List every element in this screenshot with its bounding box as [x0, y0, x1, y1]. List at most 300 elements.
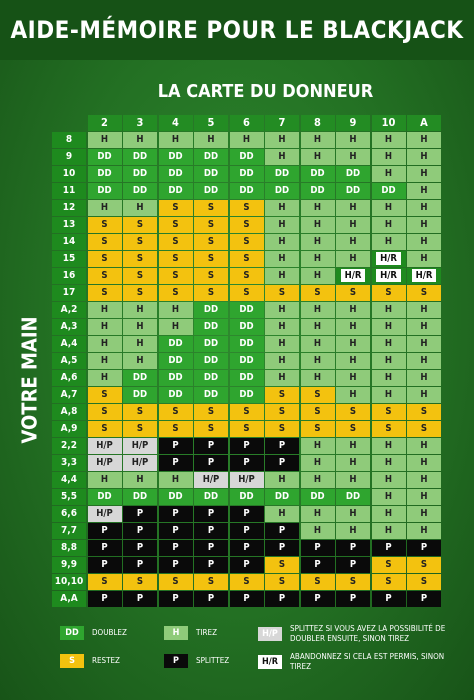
action-cell: P	[301, 557, 335, 573]
action-cell: S	[407, 285, 441, 301]
action-cell	[407, 268, 441, 284]
legend-swatch-dd: DD	[60, 626, 84, 640]
action-cell: H	[372, 234, 406, 250]
action-cell: P	[123, 523, 157, 539]
action-cell: H	[372, 438, 406, 454]
player-hand-label-cell: 4,4	[52, 472, 86, 488]
action-cell: P	[88, 523, 122, 539]
player-hand-label-cell: 7,7	[52, 523, 86, 539]
action-cell: H	[336, 353, 370, 369]
action-cell: S	[194, 574, 228, 590]
action-cell: S	[336, 574, 370, 590]
action-cell: H	[336, 302, 370, 318]
player-hand-label-cell: A,5	[52, 353, 86, 369]
action-cell: H	[265, 132, 299, 148]
action-cell: DD	[372, 183, 406, 199]
action-cell: S	[407, 557, 441, 573]
action-cell: P	[159, 591, 193, 607]
action-cell: S	[123, 404, 157, 420]
action-cell: S	[123, 285, 157, 301]
action-cell	[336, 268, 370, 284]
dealer-card-header: 7	[265, 115, 299, 131]
action-cell: P	[88, 557, 122, 573]
action-cell: H	[88, 132, 122, 148]
action-cell: H	[194, 132, 228, 148]
action-cell: DD	[123, 183, 157, 199]
action-cell: P	[336, 591, 370, 607]
action-cell: H	[336, 319, 370, 335]
dealer-card-header: 8	[301, 115, 335, 131]
action-cell: H	[265, 200, 299, 216]
action-cell: H	[372, 353, 406, 369]
action-cell: S	[123, 234, 157, 250]
page-title: AIDE-MÉMOIRE POUR LE BLACKJACK	[0, 0, 474, 60]
action-cell: H	[265, 336, 299, 352]
dealer-card-header: 9	[336, 115, 370, 131]
action-cell: S	[194, 251, 228, 267]
action-cell: S	[88, 404, 122, 420]
action-cell: S	[194, 285, 228, 301]
action-cell: S	[159, 200, 193, 216]
action-cell: H	[301, 455, 335, 471]
table-corner	[52, 115, 86, 131]
action-cell: H	[301, 523, 335, 539]
action-cell: S	[88, 285, 122, 301]
player-hand-label-cell: 12	[52, 200, 86, 216]
player-hand-label-cell: A,7	[52, 387, 86, 403]
action-cell: S	[159, 268, 193, 284]
action-cell: H	[265, 251, 299, 267]
action-cell: P	[123, 506, 157, 522]
legend-swatch-hp: H/P	[258, 627, 282, 641]
action-cell: P	[159, 455, 193, 471]
action-cell: P	[230, 455, 264, 471]
player-hand-label-cell: A,3	[52, 319, 86, 335]
action-cell: P	[194, 591, 228, 607]
action-cell: DD	[194, 336, 228, 352]
action-cell: DD	[159, 149, 193, 165]
action-cell: S	[265, 557, 299, 573]
action-cell: S	[194, 404, 228, 420]
action-cell: P	[194, 506, 228, 522]
action-cell: H	[159, 319, 193, 335]
action-cell: P	[159, 557, 193, 573]
action-cell: S	[372, 574, 406, 590]
action-cell: DD	[230, 336, 264, 352]
player-hand-label-cell: A,A	[52, 591, 86, 607]
action-cell: DD	[336, 166, 370, 182]
action-cell: H	[336, 370, 370, 386]
action-cell: DD	[194, 149, 228, 165]
action-cell: DD	[194, 387, 228, 403]
action-cell: H	[301, 319, 335, 335]
action-cell: S	[194, 217, 228, 233]
dealer-card-header: A	[407, 115, 441, 131]
action-cell: H/P	[230, 472, 264, 488]
action-cell: H	[407, 217, 441, 233]
action-cell: H	[159, 472, 193, 488]
player-hand-label: VOTRE MAIN	[18, 316, 43, 444]
action-cell: S	[265, 421, 299, 437]
action-cell: H	[372, 132, 406, 148]
action-cell: S	[265, 404, 299, 420]
action-cell: H	[407, 523, 441, 539]
action-cell: P	[194, 557, 228, 573]
strategy-table	[52, 115, 441, 607]
action-cell: S	[159, 574, 193, 590]
action-cell: S	[88, 234, 122, 250]
action-cell: H	[159, 302, 193, 318]
action-cell: S	[301, 285, 335, 301]
action-cell: H	[88, 200, 122, 216]
action-cell: S	[265, 574, 299, 590]
player-hand-label-cell: 11	[52, 183, 86, 199]
action-cell: H/P	[194, 472, 228, 488]
action-cell: H	[265, 472, 299, 488]
action-cell: S	[230, 268, 264, 284]
action-cell: H	[265, 234, 299, 250]
action-cell: P	[230, 506, 264, 522]
action-cell: H	[301, 251, 335, 267]
action-cell	[372, 268, 406, 284]
action-text: H/R	[376, 269, 401, 282]
action-cell: H	[301, 336, 335, 352]
action-cell: P	[301, 540, 335, 556]
action-cell: P	[159, 438, 193, 454]
action-cell: P	[88, 591, 122, 607]
action-cell: DD	[230, 353, 264, 369]
action-cell: P	[372, 540, 406, 556]
action-text: H/R	[376, 252, 401, 265]
action-cell: P	[123, 540, 157, 556]
legend-text-hr: ABANDONNEZ SI CELA EST PERMIS, SINON TIREZ	[290, 652, 445, 671]
action-cell: P	[230, 438, 264, 454]
action-cell: S	[194, 421, 228, 437]
action-cell: H	[301, 217, 335, 233]
player-hand-label-cell: A,4	[52, 336, 86, 352]
legend-swatch-h: H	[164, 626, 188, 640]
action-cell: H	[407, 132, 441, 148]
action-cell: S	[194, 268, 228, 284]
action-cell: P	[88, 540, 122, 556]
action-cell: DD	[123, 166, 157, 182]
action-cell: H/P	[123, 455, 157, 471]
action-cell: DD	[159, 166, 193, 182]
action-cell: S	[159, 251, 193, 267]
action-cell: H	[265, 319, 299, 335]
legend-swatch-hr: H/R	[258, 655, 282, 669]
action-cell: H	[336, 234, 370, 250]
legend	[60, 620, 460, 690]
action-cell: S	[230, 234, 264, 250]
action-cell: H	[407, 489, 441, 505]
action-cell: S	[230, 285, 264, 301]
action-cell: H	[123, 200, 157, 216]
action-cell: H	[265, 370, 299, 386]
action-cell: DD	[194, 370, 228, 386]
action-cell: S	[159, 404, 193, 420]
player-hand-label-wrapper	[10, 280, 50, 480]
legend-item-hp	[258, 624, 458, 644]
action-cell: H	[407, 438, 441, 454]
action-cell: P	[194, 523, 228, 539]
dealer-card-header: 5	[194, 115, 228, 131]
action-cell: H	[407, 200, 441, 216]
action-cell: H	[301, 132, 335, 148]
action-cell	[372, 251, 406, 267]
action-cell: H	[407, 506, 441, 522]
action-cell: S	[407, 574, 441, 590]
action-cell: H	[372, 319, 406, 335]
action-cell: DD	[230, 166, 264, 182]
action-cell: S	[372, 285, 406, 301]
action-cell: DD	[194, 319, 228, 335]
action-cell: DD	[123, 387, 157, 403]
action-cell: DD	[159, 183, 193, 199]
action-cell: H	[372, 455, 406, 471]
action-cell: S	[123, 421, 157, 437]
action-cell: H	[88, 336, 122, 352]
action-cell: H	[336, 200, 370, 216]
action-cell: S	[194, 234, 228, 250]
action-cell: S	[372, 421, 406, 437]
action-cell: H	[336, 336, 370, 352]
player-hand-label-cell: A,9	[52, 421, 86, 437]
action-cell: DD	[230, 319, 264, 335]
action-cell: H	[372, 489, 406, 505]
action-cell: H	[301, 200, 335, 216]
action-cell: H	[301, 302, 335, 318]
action-cell: S	[123, 574, 157, 590]
action-cell: H	[123, 472, 157, 488]
dealer-card-header: 10	[372, 115, 406, 131]
action-cell: P	[123, 557, 157, 573]
legend-text-hp: SPLITTEZ SI VOUS AVEZ LA POSSIBILITÉ DE DOUBLER ENSUITE, SINON TIREZ	[290, 624, 446, 643]
action-cell: H	[301, 353, 335, 369]
action-cell: H/P	[88, 506, 122, 522]
action-cell: H	[265, 506, 299, 522]
action-cell: P	[407, 540, 441, 556]
action-cell: P	[265, 540, 299, 556]
action-cell: S	[159, 421, 193, 437]
action-cell: H	[88, 302, 122, 318]
action-cell: DD	[159, 336, 193, 352]
action-cell: P	[159, 506, 193, 522]
action-cell: H	[88, 353, 122, 369]
action-cell: H	[372, 506, 406, 522]
action-cell: DD	[194, 166, 228, 182]
action-cell: H	[372, 149, 406, 165]
action-cell: S	[230, 251, 264, 267]
action-cell: H	[301, 472, 335, 488]
action-cell: H	[88, 319, 122, 335]
action-cell: S	[230, 217, 264, 233]
action-cell: P	[336, 540, 370, 556]
action-cell: DD	[230, 370, 264, 386]
action-cell: H	[372, 302, 406, 318]
action-cell: H	[301, 268, 335, 284]
action-cell: H	[336, 455, 370, 471]
action-cell: P	[159, 540, 193, 556]
action-cell: P	[194, 438, 228, 454]
legend-text-p: SPLITTEZ	[196, 656, 230, 665]
action-cell: S	[336, 421, 370, 437]
action-cell: H	[123, 353, 157, 369]
action-cell: H	[336, 523, 370, 539]
action-cell: H	[336, 387, 370, 403]
action-cell: H	[230, 132, 264, 148]
action-cell: H	[336, 149, 370, 165]
action-cell: S	[159, 217, 193, 233]
action-cell: H	[372, 472, 406, 488]
action-cell: P	[123, 591, 157, 607]
action-cell: S	[301, 404, 335, 420]
action-cell: H	[265, 217, 299, 233]
player-hand-label-cell: 8,8	[52, 540, 86, 556]
action-cell: H	[123, 132, 157, 148]
action-cell: H	[336, 472, 370, 488]
action-cell: P	[230, 557, 264, 573]
action-cell: H	[336, 132, 370, 148]
action-cell: DD	[194, 183, 228, 199]
action-cell: H	[407, 336, 441, 352]
action-cell: H	[407, 353, 441, 369]
legend-text-dd: DOUBLEZ	[92, 628, 127, 637]
action-cell: H	[407, 319, 441, 335]
legend-swatch-s: S	[60, 654, 84, 668]
action-cell: S	[230, 421, 264, 437]
action-cell: H	[372, 217, 406, 233]
player-hand-label-cell: 3,3	[52, 455, 86, 471]
legend-item-dd	[60, 626, 127, 640]
action-cell: H	[301, 438, 335, 454]
action-cell: DD	[123, 370, 157, 386]
action-cell: P	[265, 523, 299, 539]
legend-swatch-p: P	[164, 654, 188, 668]
action-cell: H	[301, 149, 335, 165]
action-cell: DD	[301, 166, 335, 182]
action-cell: DD	[230, 387, 264, 403]
action-cell: DD	[159, 370, 193, 386]
action-cell: P	[265, 455, 299, 471]
action-cell: H	[265, 302, 299, 318]
action-cell: H	[336, 438, 370, 454]
action-cell: S	[301, 421, 335, 437]
action-cell: H	[407, 302, 441, 318]
player-hand-label-cell: 10,10	[52, 574, 86, 590]
action-cell: P	[407, 591, 441, 607]
action-cell: H	[407, 166, 441, 182]
action-cell: DD	[194, 489, 228, 505]
action-cell: DD	[230, 183, 264, 199]
legend-text-s: RESTEZ	[92, 656, 120, 665]
legend-text-h: TIREZ	[196, 628, 217, 637]
action-cell: DD	[194, 302, 228, 318]
action-cell: S	[88, 251, 122, 267]
action-cell: H/P	[88, 438, 122, 454]
action-cell: S	[123, 217, 157, 233]
dealer-card-header: 2	[88, 115, 122, 131]
legend-item-h	[164, 626, 217, 640]
action-cell: P	[159, 523, 193, 539]
action-cell: DD	[159, 353, 193, 369]
action-cell: DD	[88, 149, 122, 165]
action-cell: S	[336, 285, 370, 301]
action-cell: H	[265, 353, 299, 369]
legend-item-hr	[258, 652, 458, 672]
player-hand-label-cell: 5,5	[52, 489, 86, 505]
action-cell: S	[159, 285, 193, 301]
player-hand-label-cell: 16	[52, 268, 86, 284]
player-hand-label-cell: A,6	[52, 370, 86, 386]
action-cell: H	[407, 387, 441, 403]
player-hand-label-cell: 9,9	[52, 557, 86, 573]
action-cell: P	[230, 523, 264, 539]
action-cell: DD	[230, 489, 264, 505]
action-cell: H	[88, 370, 122, 386]
action-cell: DD	[159, 489, 193, 505]
dealer-card-label: LA CARTE DU DONNEUR	[157, 80, 374, 102]
action-cell: H	[407, 370, 441, 386]
player-hand-label-cell: A,8	[52, 404, 86, 420]
action-cell: DD	[194, 353, 228, 369]
action-cell: DD	[88, 166, 122, 182]
action-cell: DD	[230, 302, 264, 318]
action-cell: S	[194, 200, 228, 216]
action-cell: DD	[265, 166, 299, 182]
player-hand-label-cell: 13	[52, 217, 86, 233]
player-hand-label-cell: 14	[52, 234, 86, 250]
action-cell: H	[265, 268, 299, 284]
action-cell: H	[336, 251, 370, 267]
action-cell: DD	[159, 387, 193, 403]
action-cell: S	[372, 404, 406, 420]
action-cell: H	[159, 132, 193, 148]
action-cell: H	[407, 234, 441, 250]
action-cell: S	[407, 404, 441, 420]
action-cell: DD	[265, 489, 299, 505]
action-cell: S	[407, 421, 441, 437]
action-cell: S	[123, 251, 157, 267]
action-cell: H	[336, 506, 370, 522]
dealer-card-header: 4	[159, 115, 193, 131]
dealer-card-header: 6	[230, 115, 264, 131]
action-cell: S	[301, 387, 335, 403]
action-cell: P	[230, 540, 264, 556]
action-cell: P	[265, 438, 299, 454]
action-cell: DD	[336, 183, 370, 199]
action-cell: H	[88, 472, 122, 488]
legend-item-s	[60, 654, 120, 668]
action-cell: S	[265, 387, 299, 403]
action-cell: P	[372, 591, 406, 607]
action-cell: H	[301, 234, 335, 250]
action-cell: P	[194, 540, 228, 556]
action-cell: S	[88, 217, 122, 233]
action-cell: H	[372, 200, 406, 216]
player-hand-label-cell: 2,2	[52, 438, 86, 454]
action-cell: S	[88, 387, 122, 403]
action-cell: H	[372, 166, 406, 182]
action-cell: S	[230, 574, 264, 590]
action-cell: H	[123, 319, 157, 335]
action-cell: H	[123, 336, 157, 352]
action-cell: H	[265, 149, 299, 165]
action-cell: DD	[301, 489, 335, 505]
player-hand-label-cell: 15	[52, 251, 86, 267]
action-cell: DD	[301, 183, 335, 199]
action-cell: P	[301, 591, 335, 607]
